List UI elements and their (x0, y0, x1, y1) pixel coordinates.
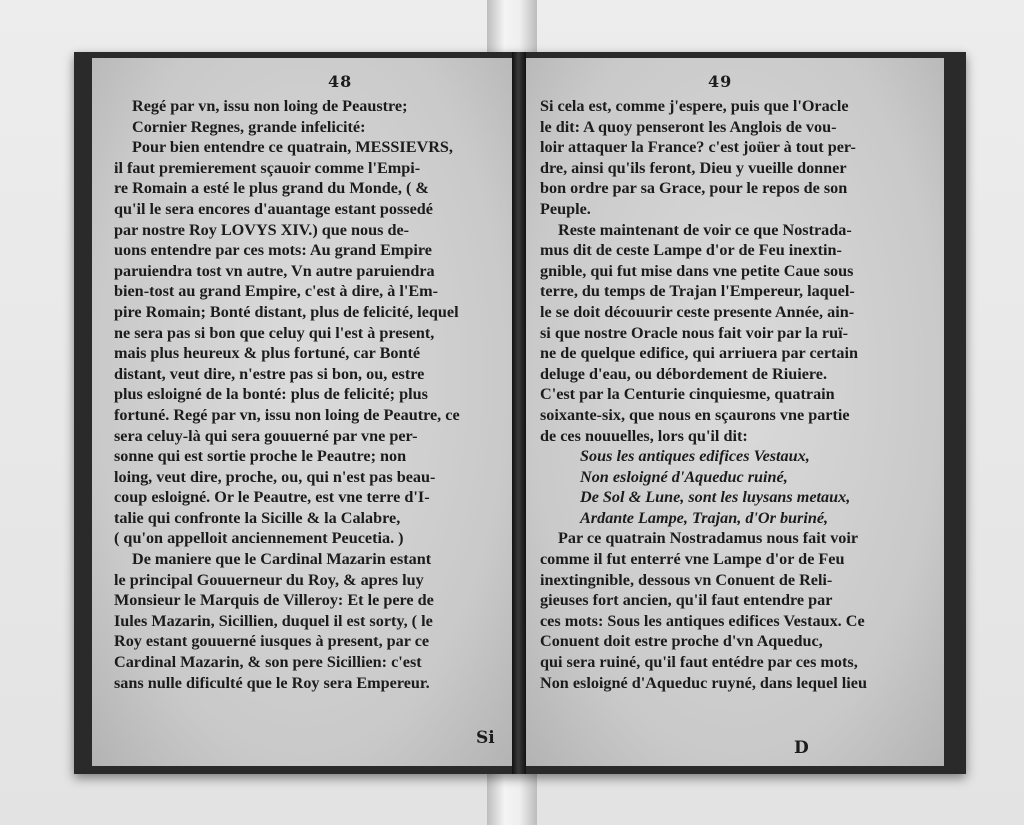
text-line: Si cela est, comme j'espere, puis que l'Oracle (540, 97, 849, 115)
left-catchword: Si (476, 728, 495, 748)
text-line: re Romain a esté le plus grand du Monde, ( & (114, 179, 429, 198)
text-line: distant, veut dire, n'estre pas si bon, ou, estre (114, 364, 425, 383)
text-line: gnible, qui fut mise dans vne petite Caue sous (540, 261, 854, 280)
text-line: par nostre Roy LOVYS XIV.) que nous de- (114, 220, 410, 239)
text-line: Conuent doit estre proche d'vn Aqueduc, (540, 632, 823, 651)
text-line: Regé par vn, issu non loing de Peaustre; (132, 97, 408, 115)
right-page-number: 49 (708, 72, 733, 91)
text-line: bien-tost au grand Empire, c'est à dire, à l'Em- (114, 282, 439, 301)
text-line: Non esloigné d'Aqueduc ruiné, (580, 467, 788, 486)
text-line: coup esloigné. Or le Peautre, est vne terre d'I- (114, 488, 430, 507)
text-line: loing, veut dire, proche, ou, qui n'est pas beau- (114, 467, 436, 486)
text-line: qui sera ruiné, qu'il faut entédre par ces mots, (540, 653, 858, 672)
text-line: uons entendre par ces mots: Au grand Empire (114, 241, 432, 260)
text-line: ne sera pas si bon que celuy qui l'est à present, (114, 323, 435, 342)
text-line: Roy estant gouuerné iusques à present, par ce (114, 632, 430, 651)
text-line: Non esloigné d'Aqueduc ruyné, dans lequel lieu (540, 673, 867, 692)
text-line: si que nostre Oracle nous fait voir par la ruï- (540, 323, 849, 342)
text-line: le principal Gouuerneur du Roy, & apres luy (114, 570, 424, 589)
text-line: ne de quelque edifice, qui arriuera par certain (540, 344, 859, 363)
text-line: mus dit de ceste Lampe d'or de Feu inextin- (540, 241, 842, 260)
book-gutter (512, 52, 526, 774)
text-line: ( qu'on appelloit anciennement Peucetia. ) (114, 529, 404, 548)
text-line: Sous les antiques edifices Vestaux, (580, 447, 810, 466)
text-line: Pour bien entendre ce quatrain, MESSIEVRS, (132, 138, 453, 157)
text-line: dre, ainsi qu'ils feront, Dieu y vueille donner (540, 158, 847, 177)
text-line: deluge d'eau, ou débordement de Riuiere. (540, 364, 828, 383)
text-line: bon ordre par sa Grace, pour le repos de son (540, 179, 848, 198)
open-book (74, 52, 966, 774)
text-line: soixante-six, que nous en sçaurons vne partie (540, 405, 850, 424)
text-line: il faut premierement sçauoir comme l'Empi- (114, 158, 421, 177)
text-line: C'est par la Centurie cinquiesme, quatrain (540, 385, 835, 404)
text-line: le dit: A quoy penseront les Anglois de vou- (540, 117, 837, 136)
text-line: de ces nouuelles, lors qu'il dit: (540, 426, 748, 445)
left-page (92, 58, 512, 766)
text-line: Ardante Lampe, Trajan, d'Or buriné, (580, 508, 829, 527)
text-line: inextingnible, dessous vn Conuent de Reli- (540, 570, 833, 589)
text-line: sans nulle dificulté que le Roy sera Empereur. (114, 673, 430, 692)
text-line: Reste maintenant de voir ce que Nostrada- (558, 220, 852, 239)
text-line: terre, du temps de Trajan l'Empereur, laquel- (540, 282, 855, 301)
right-catchword: D (794, 738, 809, 758)
text-line: pire Romain; Bonté distant, plus de felicité, lequel (114, 302, 459, 321)
text-line: sera celuy-là qui sera gouuerné par vne per- (114, 426, 418, 445)
text-line: Cornier Regnes, grande infelicité: (132, 117, 366, 136)
left-page-text (114, 96, 500, 693)
text-line: fortuné. Regé par vn, issu non loing de Peautre, ce (114, 405, 460, 424)
text-line: ces mots: Sous les antiques edifices Vestaux. Ce (540, 611, 865, 630)
left-page-number: 48 (328, 72, 353, 91)
text-line: De maniere que le Cardinal Mazarin estant (132, 550, 432, 569)
text-line: plus esloigné de la bonté: plus de felicité; plus (114, 385, 428, 404)
text-line: loir attaquer la France? c'est joüer à tout per- (540, 138, 856, 157)
text-line: comme il fut enterré vne Lampe d'or de Feu (540, 550, 845, 569)
text-line: talie qui confronte la Sicille & la Calabre, (114, 508, 401, 527)
right-page (526, 58, 944, 766)
text-line: Peuple. (540, 199, 591, 218)
text-line: paruiendra tost vn autre, Vn autre paruiendra (114, 261, 435, 280)
text-line: Monsieur le Marquis de Villeroy: Et le pere de (114, 591, 434, 610)
text-line: De Sol & Lune, sont les luysans metaux, (580, 488, 851, 507)
right-page-text (540, 96, 932, 693)
text-line: gieuses fort ancien, qu'il faut entendre par (540, 591, 833, 610)
text-line: le se doit découurir ceste presente Année, ain- (540, 302, 855, 321)
text-line: sonne qui est sortie proche le Peautre; non (114, 447, 407, 466)
text-line: qu'il le sera encores d'auantage estant possedé (114, 199, 433, 218)
text-line: Par ce quatrain Nostradamus nous fait voir (558, 529, 859, 548)
text-line: Cardinal Mazarin, & son pere Sicillien: c'est (114, 653, 422, 672)
text-line: mais plus heureux & plus fortuné, car Bonté (114, 344, 421, 363)
text-line: Iules Mazarin, Sicillien, duquel il est sorty, ( le (114, 611, 433, 630)
